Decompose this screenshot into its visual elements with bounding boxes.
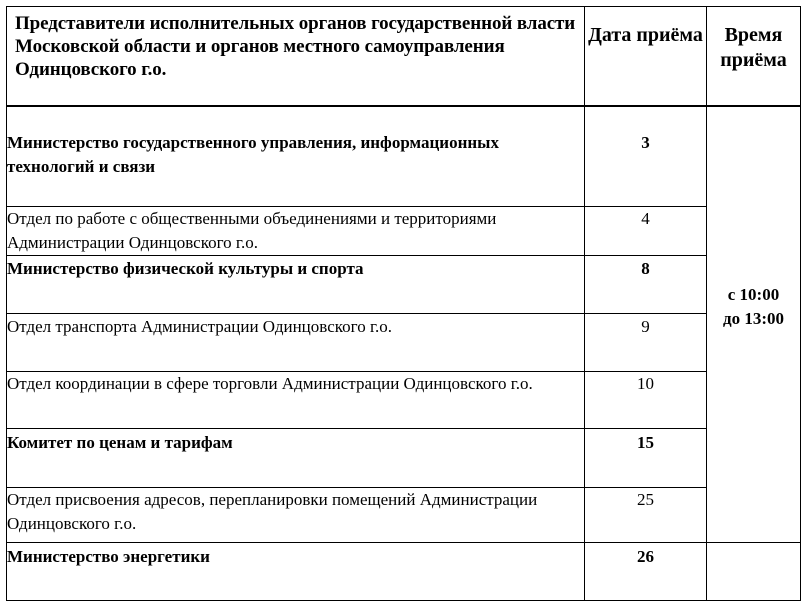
reception-date: 4 (585, 207, 707, 256)
organization-name: Министерство энергетики (7, 543, 585, 601)
table-row (7, 488, 801, 543)
reception-time-start: с 10:00 (727, 284, 780, 304)
reception-time-end: до 13:00 (722, 308, 784, 328)
reception-date: 10 (585, 372, 707, 429)
organization-name: Министерство физической культуры и спорта (7, 256, 585, 314)
table-row (7, 256, 801, 314)
organization-name: Отдел координации в сфере торговли Администрации Одинцовского г.о. (7, 372, 585, 429)
header-organizations: Представители исполнительных органов государственной власти Московской области и органов местного самоуправления Одинцовского г.о. (7, 7, 585, 107)
empty-time-cell (707, 543, 801, 601)
reception-date: 15 (585, 429, 707, 488)
reception-date: 3 (585, 106, 707, 207)
table-row (7, 207, 801, 256)
reception-time-cell (707, 106, 801, 543)
table-row (7, 543, 801, 601)
table-row (7, 429, 801, 488)
reception-date: 9 (585, 314, 707, 372)
organization-name: Комитет по ценам и тарифам (7, 429, 585, 488)
reception-date: 8 (585, 256, 707, 314)
organization-name: Отдел транспорта Администрации Одинцовского г.о. (7, 314, 585, 372)
header-date: Дата приёма (585, 7, 707, 107)
organization-name: Отдел присвоения адресов, перепланировки помещений Администрации Одинцовского г.о. (7, 488, 585, 543)
table-row (7, 106, 801, 207)
reception-schedule-table (6, 6, 801, 601)
table-header-row (7, 7, 801, 107)
table-row (7, 314, 801, 372)
reception-date: 26 (585, 543, 707, 601)
organization-name: Отдел по работе с общественными объединениями и территориями Администрации Одинцовского г.о. (7, 207, 585, 256)
table-row (7, 372, 801, 429)
organization-name: Министерство государственного управления, информационных технологий и связи (7, 106, 585, 207)
header-time: Время приёма (707, 7, 801, 107)
reception-date: 25 (585, 488, 707, 543)
